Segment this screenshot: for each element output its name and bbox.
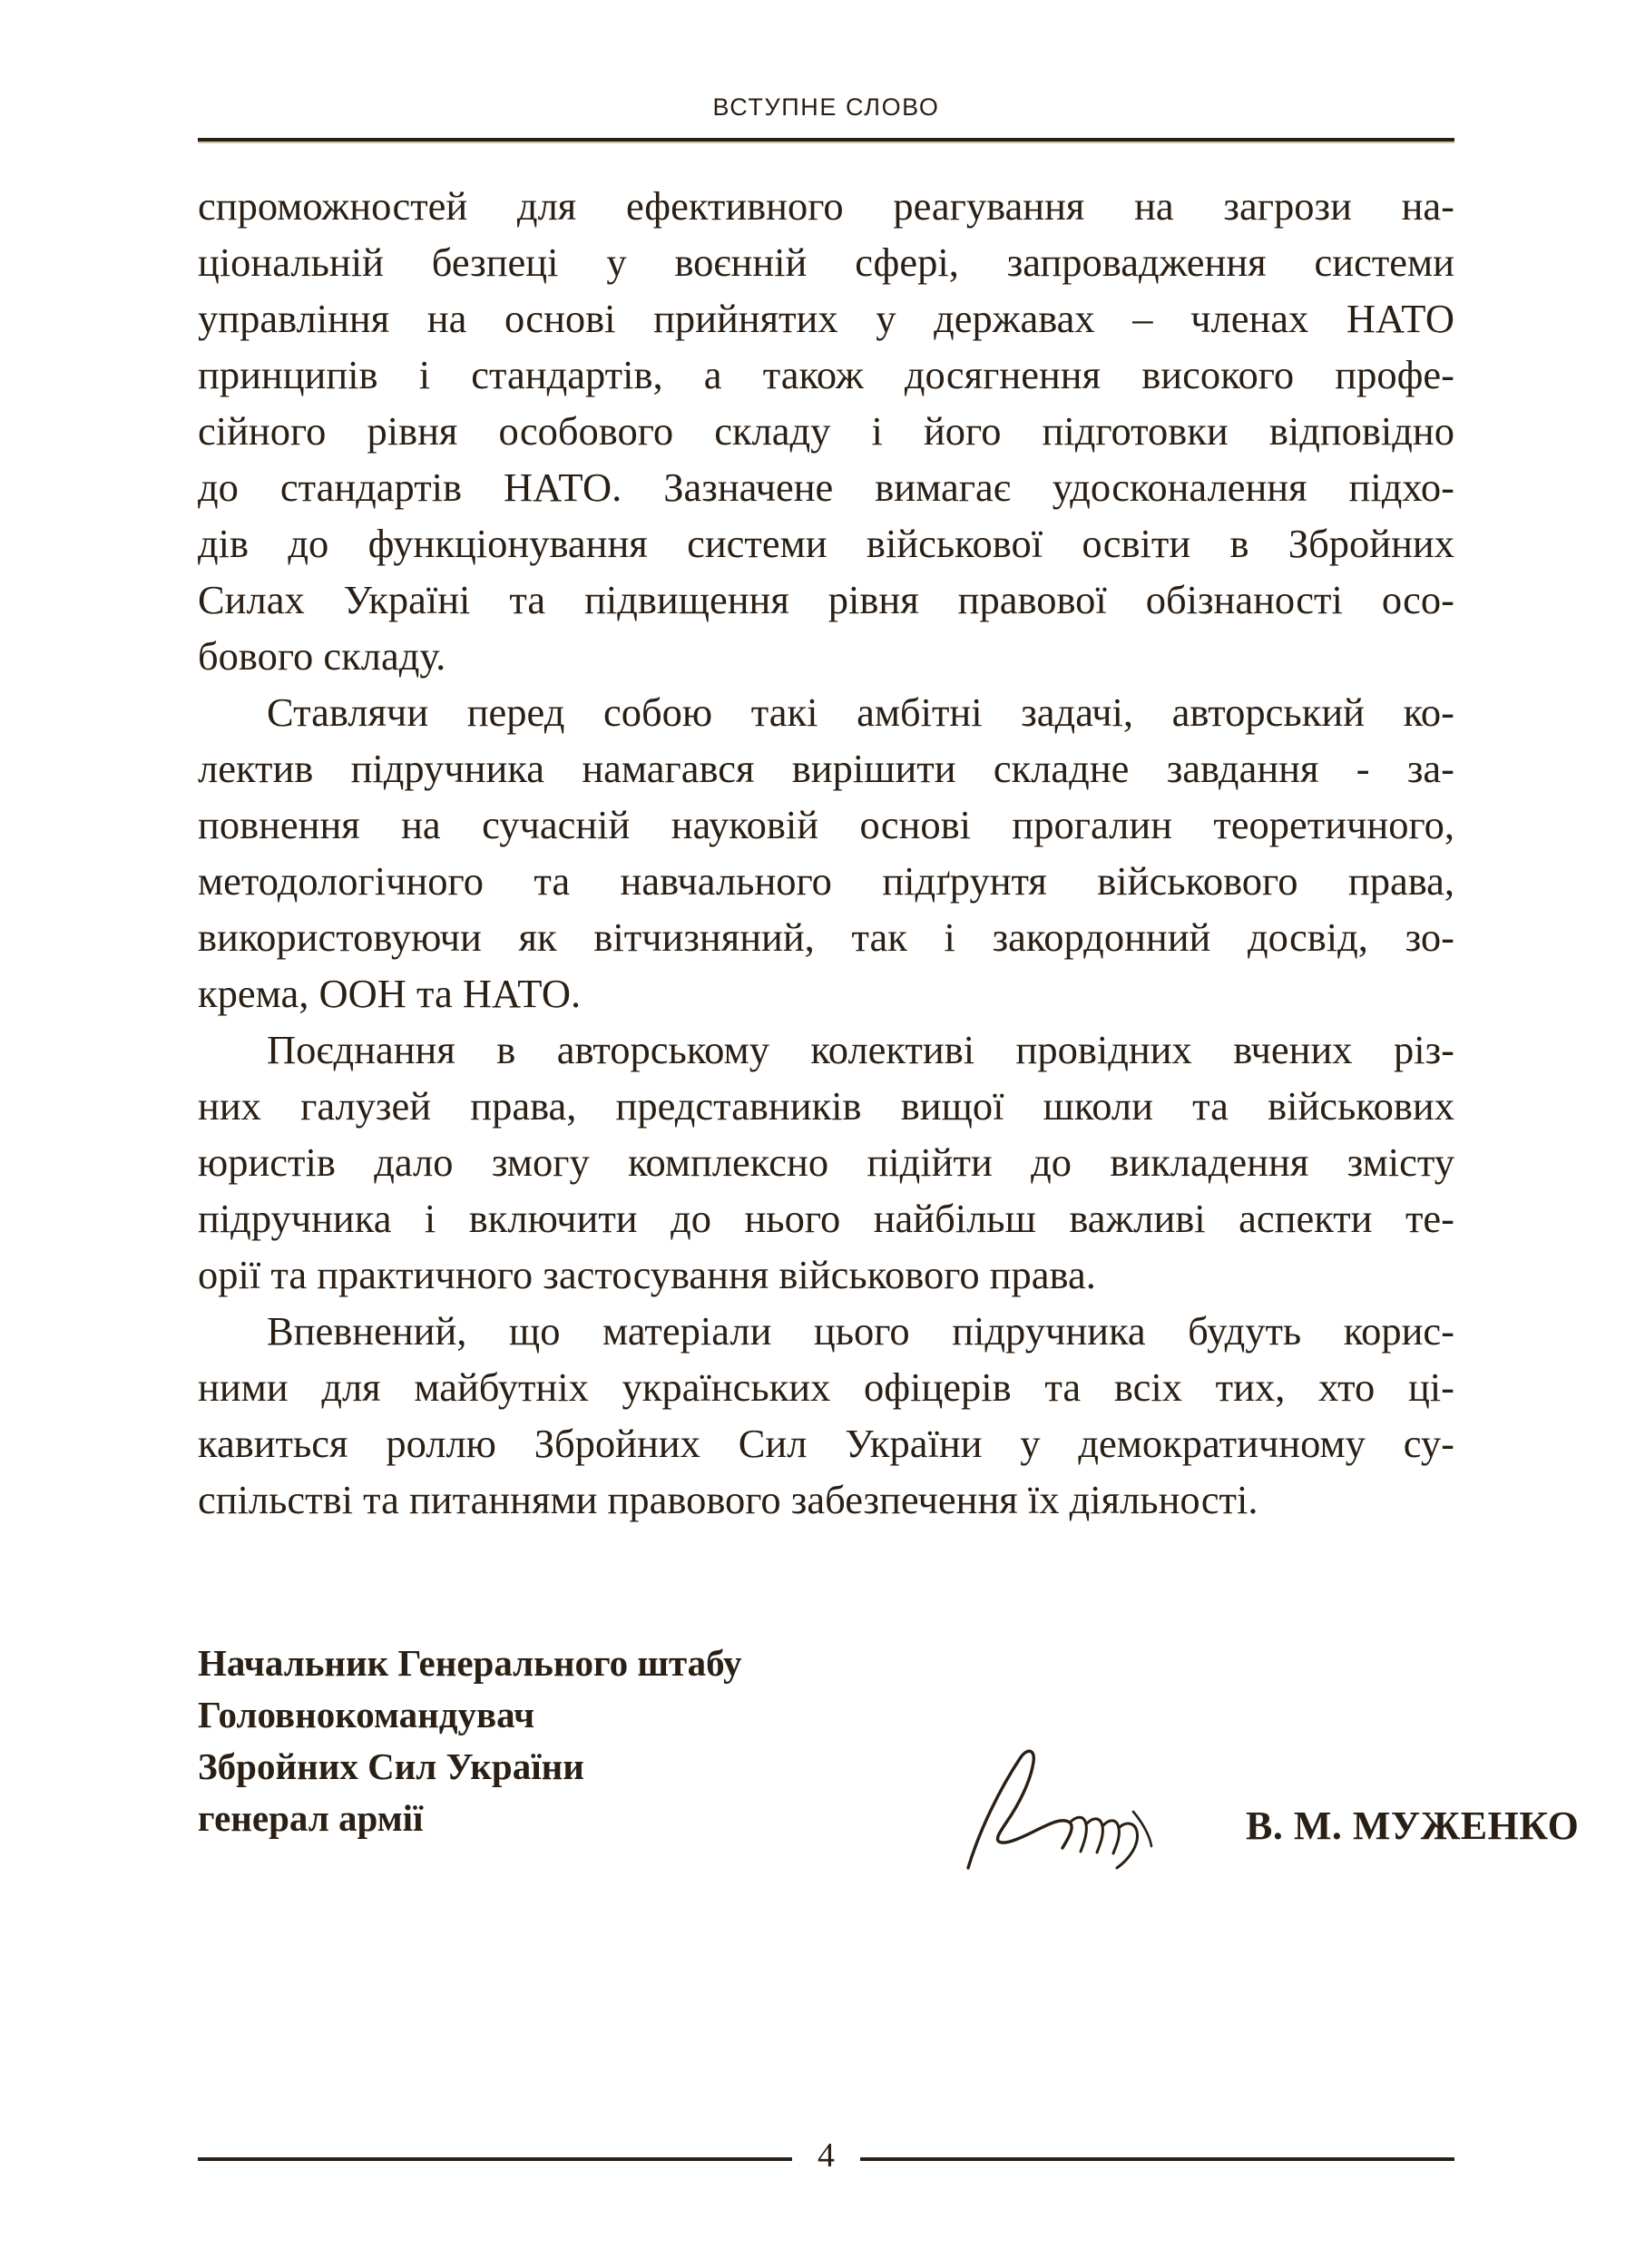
text-line: управління на основі прийнятих у державах – членах НАТО [198,296,1454,341]
footer-rule-right [860,2157,1454,2161]
text-line: Впевнений, що матеріали цього підручника будуть корис- [267,1308,1454,1354]
body-text [198,178,1454,1528]
text-line: підручника і включити до нього найбільш важливі аспекти те- [198,1196,1454,1241]
text-line: принципів і стандартів, а також досягнення високого профе- [198,352,1454,397]
signature-mark-icon [955,1745,1164,1872]
text-line: бового складу. [198,633,446,679]
text-line: спроможностей для ефективного реагування на загрози на- [198,183,1454,229]
page-footer [198,2136,1454,2177]
text-line: повнення на сучасній науковій основі прогалин теоретичного, [198,802,1454,847]
signatory-title-line: генерал армії [198,1797,424,1839]
text-line: Поєднання в авторському колективі провідних вчених різ- [267,1027,1454,1072]
text-line: крема, ООН та НАТО. [198,971,582,1016]
paragraph-1 [198,178,1454,684]
text-line: ними для майбутніх українських офіцерів та всіх тих, хто ці- [198,1364,1454,1410]
text-line: Ставлячи перед собою такі амбітні задачі, авторський ко- [267,689,1454,735]
signature-block [198,1637,1580,1873]
signatory-name: В. М. МУЖЕНКО [1246,1804,1580,1848]
page-number: 4 [818,2136,835,2175]
paragraph-3 [198,1022,1454,1303]
text-line: методологічного та навчального підґрунтя військового права, [198,858,1454,904]
text-line: використовуючи як вітчизняний, так і закордонний досвід, зо- [198,914,1454,960]
text-line: дів до функціонування системи військової освіти в Збройних [198,521,1454,566]
text-line: них галузей права, представників вищої школи та військових [198,1083,1454,1129]
running-head: ВСТУПНЕ СЛОВО [712,93,940,121]
text-line: ціональній безпеці у воєнній сфері, запровадження системи [198,240,1454,285]
signatory-title-line: Начальник Генерального штабу [198,1642,742,1684]
signatory-title-line: Головнокомандувач [198,1694,535,1735]
signatory-titles [198,1637,815,1844]
text-line: сійного рівня особового складу і його підготовки відповідно [198,408,1454,454]
paragraph-4 [198,1303,1454,1528]
paragraph-2 [198,684,1454,1022]
text-line: Силах Україні та підвищення рівня правової обізнаності осо- [198,577,1454,622]
text-line: кавиться роллю Збройних Сил України у демократичному су- [198,1421,1454,1466]
header-rule [198,138,1454,143]
text-line: лектив підручника намагався вирішити складне завдання - за- [198,746,1454,791]
footer-rule-left [198,2157,792,2161]
text-line: орії та практичного застосування військового права. [198,1252,1096,1297]
text-line: до стандартів НАТО. Зазначене вимагає удосконалення підхо- [198,464,1454,510]
text-line: спільстві та питаннями правового забезпечення їх діяльності. [198,1477,1258,1522]
text-line: юристів дало змогу комплексно підійти до викладення змісту [198,1139,1454,1185]
signatory-title-line: Збройних Сил України [198,1745,584,1787]
